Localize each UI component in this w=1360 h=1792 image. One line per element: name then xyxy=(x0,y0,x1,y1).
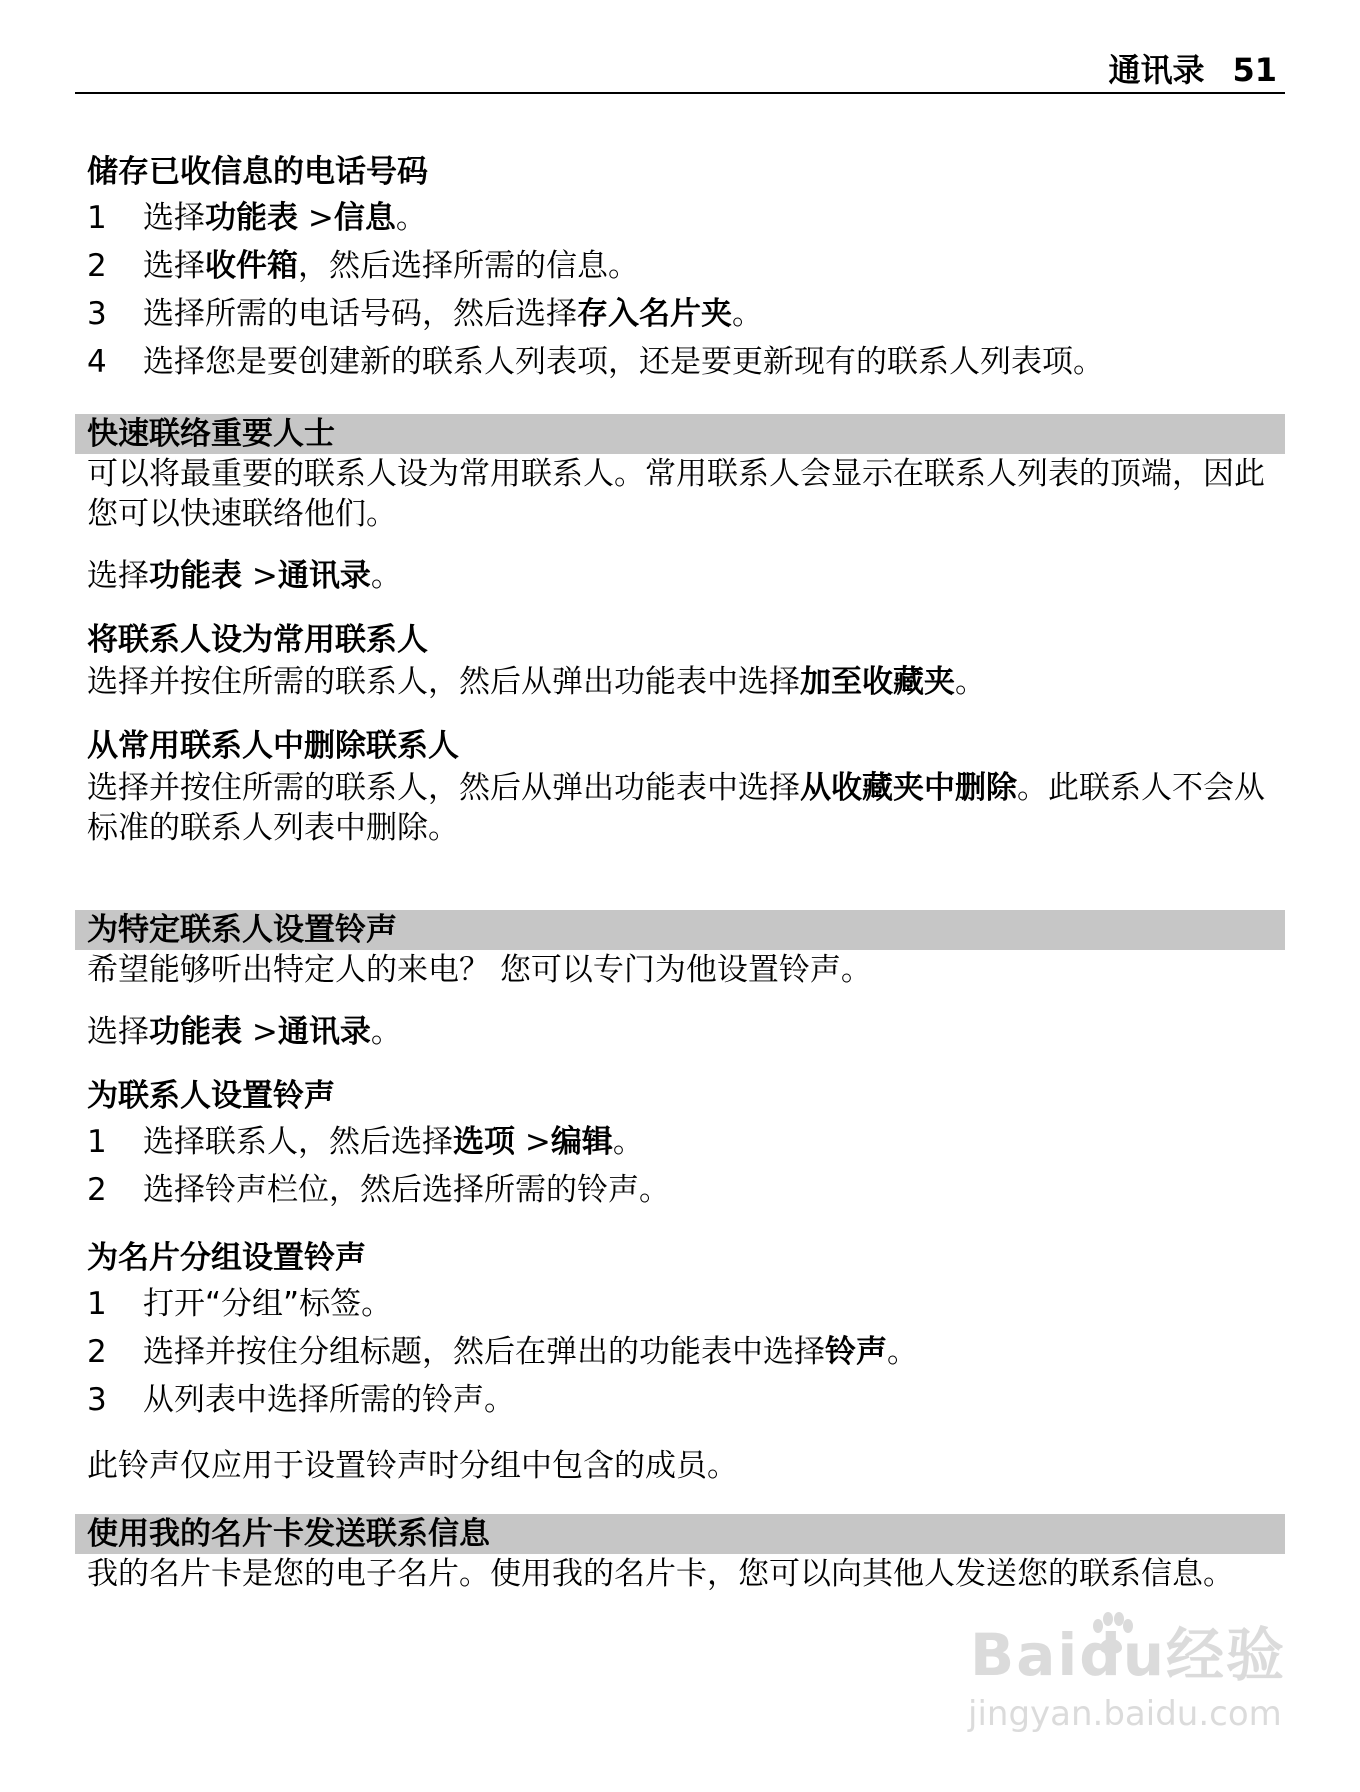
step-text: 从列表中选择所需的铃声。 xyxy=(143,1382,515,1418)
running-header xyxy=(75,50,1285,94)
menu-term: 加至收藏夹 xyxy=(800,664,955,700)
text-run: > xyxy=(242,1014,278,1050)
step-item xyxy=(87,290,1285,338)
page-content xyxy=(87,150,1285,1594)
step-text xyxy=(143,1328,1285,1376)
section-title: 通讯录 xyxy=(1108,51,1205,89)
text-run: 。 xyxy=(612,1124,644,1160)
step-number: 3 xyxy=(87,1382,107,1418)
step-number: 2 xyxy=(87,248,107,284)
step-text xyxy=(143,242,1285,290)
text-run: 。 xyxy=(955,664,986,700)
instruction-text xyxy=(87,662,1285,702)
text-run: 选择并按住所需的联系人，然后从弹出功能表中选择 xyxy=(87,770,800,806)
steps-group-ringtone xyxy=(87,1280,1285,1424)
step-item xyxy=(87,1376,1285,1424)
step-item xyxy=(87,338,1285,386)
step-text xyxy=(143,290,1285,338)
text-run: 选择 xyxy=(87,1014,149,1050)
text-run: 。 xyxy=(732,296,763,332)
subsection-title-contact-ringtone: 为联系人设置铃声 xyxy=(87,1078,335,1114)
step-number: 4 xyxy=(87,344,107,380)
menu-term: 功能表 xyxy=(149,1014,242,1050)
step-text xyxy=(143,1118,1285,1166)
subsection-title-add-favorite: 将联系人设为常用联系人 xyxy=(87,622,428,658)
text-run: 选择联系人，然后选择 xyxy=(143,1124,453,1160)
step-number: 3 xyxy=(87,296,107,332)
subsection-title-group-ringtone: 为名片分组设置铃声 xyxy=(87,1240,366,1276)
text-run: 。 xyxy=(370,558,402,594)
menu-path xyxy=(87,556,1285,596)
subsection-title-save-number: 储存已收信息的电话号码 xyxy=(87,154,428,190)
menu-term: 通讯录 xyxy=(277,558,371,594)
text-run: 选择 xyxy=(143,200,205,236)
text-run: ，然后选择所需的信息。 xyxy=(298,248,639,284)
menu-term: 选项 xyxy=(453,1124,515,1160)
section-intro: 希望能够听出特定人的来电？ 您可以专门为他设置铃声。 xyxy=(87,952,872,988)
baidu-watermark xyxy=(960,1602,1290,1752)
menu-term: 通讯录 xyxy=(277,1014,371,1050)
section-heading-ringtone: 为特定联系人设置铃声 xyxy=(75,910,1285,950)
text-run: 选择所需的电话号码，然后选择 xyxy=(143,296,577,332)
step-number: 2 xyxy=(87,1334,107,1370)
watermark-logo-text: Baidu经验 xyxy=(970,1621,1287,1689)
text-run: 。 xyxy=(887,1334,918,1370)
step-item xyxy=(87,242,1285,290)
text-run: 选择并按住所需的联系人，然后从弹出功能表中选择 xyxy=(87,664,800,700)
text-run: 选择并按住分组标题，然后在弹出的功能表中选择 xyxy=(143,1334,825,1370)
step-item xyxy=(87,1280,1285,1328)
watermark-url: jingyan.baidu.com xyxy=(968,1694,1282,1734)
text-run: 。此联系人不会从标准的联系人列表中删除。 xyxy=(87,770,1265,846)
subsection-title-remove-favorite: 从常用联系人中删除联系人 xyxy=(87,728,459,764)
instruction-text xyxy=(87,768,1285,848)
step-item xyxy=(87,1328,1285,1376)
text-run: > xyxy=(515,1124,551,1160)
menu-term: 存入名片夹 xyxy=(577,296,732,332)
step-number: 1 xyxy=(87,1286,107,1322)
menu-term: 编辑 xyxy=(550,1124,613,1160)
step-item xyxy=(87,194,1285,242)
step-number: 1 xyxy=(87,1124,107,1160)
section-heading-my-card: 使用我的名片卡发送联系信息 xyxy=(75,1514,1285,1554)
steps-save-number xyxy=(87,194,1285,386)
menu-term: 收件箱 xyxy=(205,248,298,284)
menu-term: 铃声 xyxy=(825,1334,887,1370)
step-item xyxy=(87,1118,1285,1166)
baidu-paw-icon xyxy=(1088,1612,1134,1658)
text-run: 。 xyxy=(370,1014,402,1050)
text-run: 选择 xyxy=(143,248,205,284)
menu-path xyxy=(87,1012,1285,1052)
note-text: 此铃声仅应用于设置铃声时分组中包含的成员。 xyxy=(87,1448,738,1484)
text-run: > xyxy=(242,558,278,594)
step-text xyxy=(143,194,1285,242)
section-heading-favorites: 快速联络重要人士 xyxy=(75,414,1285,454)
step-number: 2 xyxy=(87,1172,107,1208)
step-text: 打开“分组”标签。 xyxy=(143,1286,393,1322)
text-run: 选择 xyxy=(87,558,149,594)
menu-term: 功能表 xyxy=(205,200,298,236)
section-intro: 可以将最重要的联系人设为常用联系人。常用联系人会显示在联系人列表的顶端，因此您可以快速联络他们。 xyxy=(87,456,1265,532)
section-intro: 我的名片卡是您的电子名片。使用我的名片卡，您可以向其他人发送您的联系信息。 xyxy=(87,1556,1234,1592)
step-text: 选择铃声栏位，然后选择所需的铃声。 xyxy=(143,1172,670,1208)
text-run: > xyxy=(298,200,334,236)
step-item xyxy=(87,1166,1285,1214)
steps-contact-ringtone xyxy=(87,1118,1285,1214)
menu-term: 信息 xyxy=(333,200,396,236)
page-number: 51 xyxy=(1232,51,1277,89)
step-number: 1 xyxy=(87,200,107,236)
text-run: 。 xyxy=(395,200,427,236)
menu-term: 功能表 xyxy=(149,558,242,594)
menu-term: 从收藏夹中删除 xyxy=(800,770,1017,806)
step-text: 选择您是要创建新的联系人列表项，还是要更新现有的联系人列表项。 xyxy=(143,344,1104,380)
